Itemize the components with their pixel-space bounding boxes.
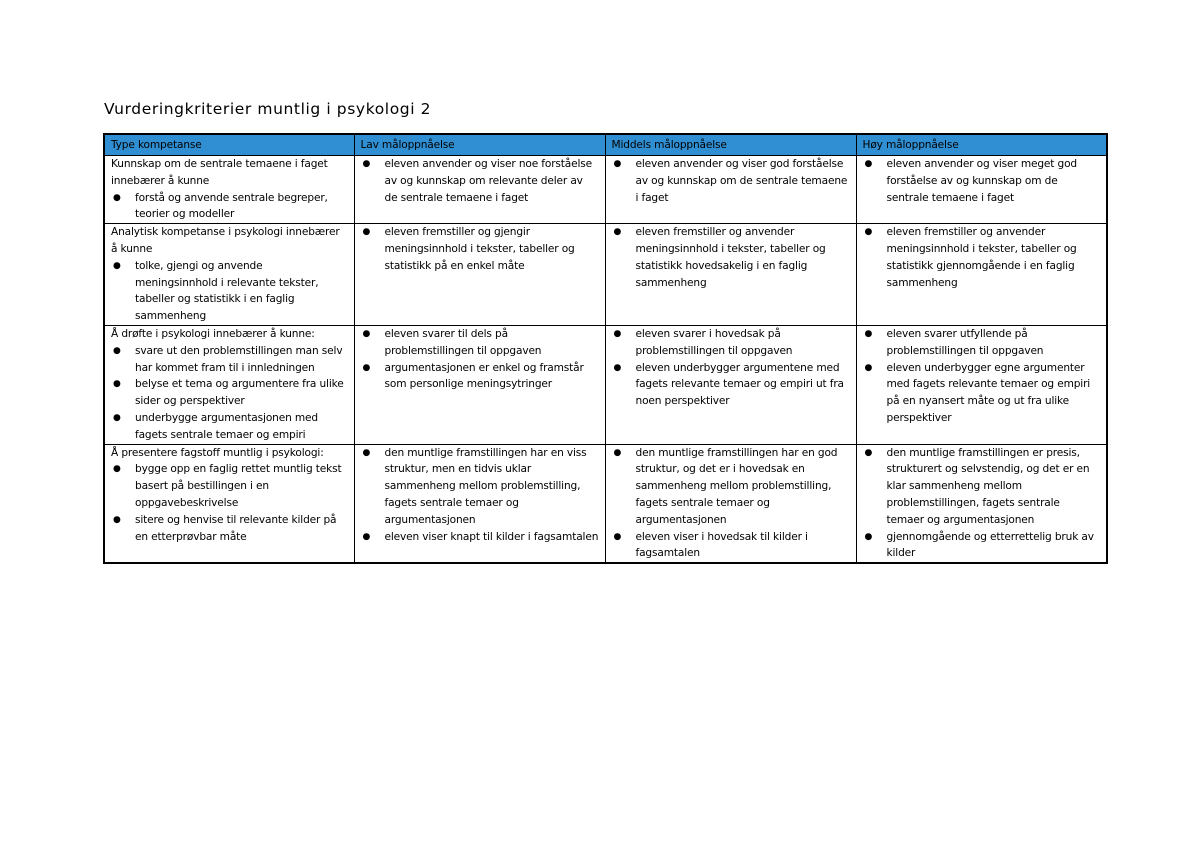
low-criteria-list [361,445,599,546]
medium-achievement-cell [605,224,856,326]
bullet-icon: ● [864,227,873,238]
competence-bullet-text: sitere og henvise til relevante kilder på en etterprøvbar måte [135,513,337,543]
header-medium-achievement: Middels måloppnåelse [605,134,856,156]
high-achievement-cell [856,444,1107,563]
high-criterion-text: eleven anvender og viser meget god forståelse av og kunnskap om de sentrale temaene i faget [886,158,1077,204]
low-criterion-text: eleven svarer til dels på problemstillingen til oppgaven [384,327,542,357]
high-criterion [863,445,1101,529]
header-competence-type: Type kompetanse [104,134,354,156]
bullet-icon: ● [864,328,873,339]
document-title: Vurderingkriterier muntlig i psykologi 2 [104,100,432,118]
competence-cell [104,156,354,224]
competence-bullet [111,258,348,325]
medium-criteria-list [612,445,850,563]
competence-cell [104,325,354,444]
bullet-icon: ● [113,260,121,271]
competence-heading: Å drøfte i psykologi innebærer å kunne: [111,327,315,340]
low-achievement-cell [354,156,605,224]
table-row [104,325,1107,444]
high-criteria-list [863,326,1101,427]
high-criterion [863,224,1101,291]
high-criteria-list [863,224,1101,291]
medium-criterion [612,360,850,410]
table-row [104,224,1107,326]
high-achievement-cell [856,224,1107,326]
high-criteria-list [863,445,1101,563]
competence-cell [104,444,354,563]
medium-criterion-text: den muntlige framstillingen har en god struktur, og det er i hovedsak en sammenheng mellom problemstilling, fagets sentrale temaer og argumentasjonen [635,446,838,526]
bullet-icon: ● [362,328,371,339]
medium-criterion-text: eleven svarer i hovedsak på problemstillingen til oppgaven [635,327,793,357]
medium-criterion [612,445,850,529]
bullet-icon: ● [864,159,873,169]
bullet-icon: ● [113,514,121,525]
low-criteria-list [361,156,599,206]
bullet-icon: ● [864,447,873,458]
low-criterion-text: argumentasjonen er enkel og framstår som personlige meningsytringer [384,361,584,391]
table-header-row [104,134,1107,156]
bullet-icon: ● [113,192,121,203]
table-row [104,444,1107,563]
high-criterion-text: den muntlige framstillingen er presis, strukturert og selvstendig, og det er en klar sammenheng mellom problemstillingen, fagets sentrale temaer og argumentasjonen [886,446,1090,526]
competence-cell [104,224,354,326]
low-criterion [361,445,599,529]
medium-criterion-text: eleven anvender og viser god forståelse av og kunnskap om de sentrale temaene i faget [635,158,848,204]
competence-bullet-list [111,258,348,325]
assessment-rubric-table [103,133,1108,564]
bullet-icon: ● [362,531,371,542]
medium-achievement-cell [605,325,856,444]
competence-bullet-list [111,190,348,224]
competence-heading: Å presentere fagstoff muntlig i psykologi: [111,446,324,459]
low-criterion-text: eleven viser knapt til kilder i fagsamtalen [384,530,599,543]
competence-bullet [111,343,348,377]
bullet-icon: ● [113,379,121,390]
competence-heading: Analytisk kompetanse i psykologi innebærer å kunne [111,226,340,255]
competence-heading: Kunnskap om de sentrale temaene i faget innebærer å kunne [111,158,328,187]
low-criterion [361,326,599,360]
low-criterion [361,360,599,394]
competence-bullet-text: bygge opp en faglig rettet muntlig tekst basert på bestillingen i en oppgavebeskrivelse [135,463,342,509]
low-criterion [361,156,599,206]
competence-bullet [111,190,348,224]
medium-criteria-list [612,224,850,291]
bullet-icon: ● [113,464,121,475]
high-achievement-cell [856,156,1107,224]
header-high-achievement: Høy måloppnåelse [856,134,1107,156]
high-criterion-text: eleven svarer utfyllende på problemstillingen til oppgaven [886,327,1044,357]
low-criterion-text: eleven fremstiller og gjengir meningsinnhold i tekster, tabeller og statistikk på en enkel måte [384,226,575,272]
bullet-icon: ● [613,362,622,373]
high-achievement-cell [856,325,1107,444]
high-criterion [863,156,1101,206]
medium-criterion [612,326,850,360]
bullet-icon: ● [362,159,371,169]
high-criteria-list [863,156,1101,206]
competence-bullet [111,512,348,546]
competence-bullet [111,376,348,410]
bullet-icon: ● [362,362,371,373]
competence-bullet-list [111,343,348,444]
medium-achievement-cell [605,444,856,563]
medium-criterion-text: eleven fremstiller og anvender meningsinnhold i tekster, tabeller og statistikk hovedsakelig i en faglig sammenheng [635,226,826,289]
low-achievement-cell [354,325,605,444]
competence-bullet-text: forstå og anvende sentrale begreper, teorier og modeller [135,191,328,221]
bullet-icon: ● [362,447,371,458]
competence-bullet-text: underbygge argumentasjonen med fagets sentrale temaer og empiri [135,411,318,441]
competence-bullet-list [111,461,348,545]
bullet-icon: ● [113,412,121,423]
competence-bullet [111,410,348,444]
bullet-icon: ● [613,328,622,339]
header-low-achievement: Lav måloppnåelse [354,134,605,156]
medium-criteria-list [612,156,850,206]
competence-bullet-text: svare ut den problemstillingen man selv har kommet fram til i innledningen [135,344,343,374]
competence-bullet [111,461,348,511]
low-achievement-cell [354,224,605,326]
bullet-icon: ● [864,362,873,373]
table-row [104,156,1107,224]
medium-criteria-list [612,326,850,410]
low-criteria-list [361,326,599,393]
low-criterion [361,529,599,546]
competence-bullet-text: tolke, gjengi og anvende meningsinnhold i relevante tekster, tabeller og statistikk i en faglig sammenheng [135,259,319,323]
bullet-icon: ● [864,531,873,542]
bullet-icon: ● [113,345,121,356]
high-criterion-text: eleven fremstiller og anvender meningsinnhold i tekster, tabeller og statistikk gjennomgående i en faglig sammenheng [886,226,1077,289]
medium-criterion-text: eleven underbygger argumentene med fagets relevante temaer og empiri ut fra noen perspektiver [635,361,844,408]
bullet-icon: ● [613,159,622,169]
low-achievement-cell [354,444,605,563]
high-criterion [863,529,1101,563]
high-criterion-text: gjennomgående og etterrettelig bruk av kilder [886,530,1094,560]
low-criterion [361,224,599,274]
medium-achievement-cell [605,156,856,224]
competence-bullet-text: belyse et tema og argumentere fra ulike sider og perspektiver [135,378,344,408]
low-criterion-text: eleven anvender og viser noe forståelse av og kunnskap om relevante deler av de sentrale temaene i faget [384,158,593,204]
bullet-icon: ● [613,447,622,458]
low-criterion-text: den muntlige framstillingen har en viss struktur, men en tidvis uklar sammenheng mellom problemstilling, fagets sentrale temaer og argumentasjonen [384,446,587,526]
high-criterion-text: eleven underbygger egne argumenter med fagets relevante temaer og empiri på en nyansert måte og ut fra ulike perspektiver [886,361,1091,424]
medium-criterion-text: eleven viser i hovedsak til kilder i fagsamtalen [635,530,808,560]
medium-criterion [612,529,850,563]
medium-criterion [612,156,850,206]
high-criterion [863,360,1101,427]
high-criterion [863,326,1101,360]
bullet-icon: ● [362,227,371,238]
low-criteria-list [361,224,599,274]
medium-criterion [612,224,850,291]
bullet-icon: ● [613,531,622,542]
bullet-icon: ● [613,227,622,238]
